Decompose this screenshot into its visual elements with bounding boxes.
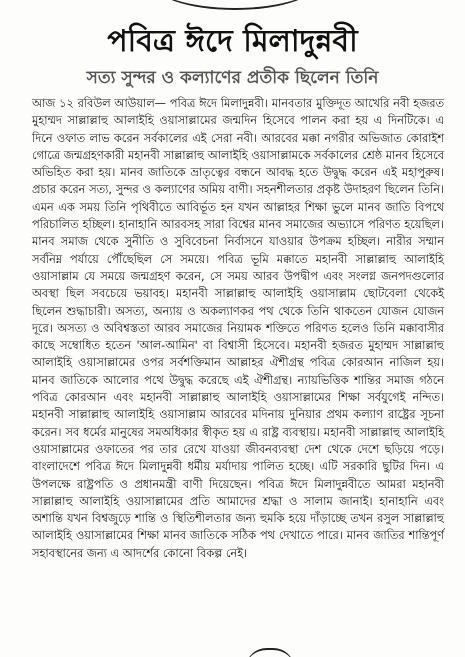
article-body: আজ ১২ রবিউল আউয়াল— পবিত্র ঈদে মিলাদুন্নবী। মানবতার মুক্তিদূত আখেরি নবী হজরত মুহাম্মদ সাল্লাল্লাহু আলাইহি ওয়াসাল্লামের জন্মদিন হিসেবে পালন করা হয় এ দিনটিকে। এ দিনে ওফাত লাভ করেন সর্বকালের এই সেরা নবী। আরবের মক্কা নগরীর অভিজাত কোরাইশ গোত্রে জন্মগ্রহণকারী মহানবী সাল্লাল্লাহু আলাইহি ওয়াসাল্লামকে সর্বকালের শ্রেষ্ঠ মানব হিসেবে অভিহিত করা হয়। মানব জাতিকে ভ্রাতৃত্বের বন্ধনে আবদ্ধ হতে উদ্বুদ্ধ করেন এই মহাপুরুষ। প্রচার করেন সত্য, সুন্দর ও কল্যাণের অমিয় বাণী। সহনশীলতার প্রকৃষ্ট উদাহরণ ছিলেন তিনি। এমন এক সময় তিনি পৃথিবীতে আবির্ভূত হন যখন আল্লাহর শিক্ষা ভুলে মানব জাতি বিপথে পরিচালিত হচ্ছিল। হানাহানি আরবসহ সারা বিশ্বের মানব সমাজের অভ্যাসে পরিণত হয়েছিল। মানব সমাজ থেকে সুনীতি ও সুবিবেচনা নির্বাসনে যাওয়ার উপক্রম হচ্ছিল। নারীর সম্মান সর্বনিম্ন পর্যায়ে পৌঁছেছিল সে সময়ে। পবিত্র ভূমি মক্কাতে মহানবী সাল্লাল্লাহু আলাইহি ওয়াসাল্লাম যে সময়ে জন্মগ্রহণ করেন, সে সময় আরব উপদ্বীপ এবং সংলগ্ন জনপদগুলোর অবস্থা ছিল সবচেয়ে ভয়াবহ। মহানবী সাল্লাল্লাহু আলাইহি ওয়াসাল্লাম ছোটবেলা থেকেই ছিলেন শুদ্ধাচারী। অসত্য, অন্যায় ও অকল্যাণকর পথ থেকে তিনি থাকতেন যোজন যোজন দূরে। অসত্য ও অবিশ্বস্ততা আরব সমাজের নিয়ামক শক্তিতে পরিণত হলেও তিনি মক্কাবাসীর কাছে সম্বোধিত হতেন 'আল-আমিন' বা বিশ্বাসী হিসেবে। মহানবী হজরত মুহাম্মদ সাল্লাল্লাহু আলাইহি ওয়াসাল্লামের ওপর সর্বশক্তিমান আল্লাহর ঐশীগ্রন্থ পবিত্র কোরআন নাজিল হয়। মানব জাতিকে আলোর পথে উদ্বুদ্ধ করেছে এই ঐশীগ্রন্থ। ন্যায়ভিত্তিক শান্তির সমাজ গঠনে পবিত্র কোরআন এবং মহানবী সাল্লাল্লাহু আলাইহি ওয়াসাল্লামের শিক্ষা সর্বযুগেই নন্দিত। মহানবী সাল্লাল্লাহু আলাইহি ওয়াসাল্লাম আরবের মদিনায় দুনিয়ার প্রথম কল্যাণ রাষ্ট্রের সূচনা করেন। সব ধর্মের মানুষের সমঅধিকার স্বীকৃত হয় এ রাষ্ট্র ব্যবস্থায়। মহানবী সাল্লাল্লাহু আলাইহি ওয়াসাল্লামের ওফাতের পর তার রেখে যাওয়া জীবনব্যবস্থা দেশ থেকে দেশে ছড়িয়ে পড়ে। বাংলাদেশে পবিত্র ঈদে মিলাদুন্নবী ধর্মীয় মর্যাদায় পালিত হচ্ছে। এটি সরকারি ছুটির দিন। এ উপলক্ষে রাষ্ট্রপতি ও প্রধানমন্ত্রী বাণী দিয়েছেন। পবিত্র ঈদে মিলাদুন্নবীতে আমরা মহানবী সাল্লাল্লাহু আলাইহি ওয়াসাল্লামের প্রতি আমাদের শ্রদ্ধা ও সালাম জানাই। হানাহানি এবং অশান্তি যখন বিশ্বজুড়ে শান্তি ও স্থিতিশীলতার জন্য হুমকি হয়ে দাঁড়াচ্ছে তখন রসুল সাল্লাল্লাহু আলাইহি ওয়াসাল্লামের শিক্ষা মানব জাতিকে সঠিক পথ দেখাতে পারে। মানব জাতির শান্তিপূর্ণ সহাবস্থানের জন্য এ আদর্শের কোনো বিকল্প নেই। <box>32 97 444 560</box>
bottom-decorative-arc <box>245 648 295 657</box>
article-subheadline: সত্য সুন্দর ও কল্যাণের প্রতীক ছিলেন তিনি <box>86 68 379 88</box>
top-decorative-arc <box>150 0 320 10</box>
article-headline: পবিত্র ঈদে মিলাদুন্নবী <box>107 24 358 59</box>
